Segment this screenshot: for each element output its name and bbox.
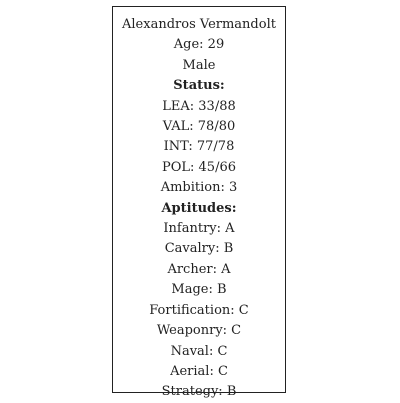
status-pol: POL: 45/66	[161, 159, 236, 175]
aptitude-weaponry: Weaponry: C	[156, 323, 242, 339]
aptitude-aerial: Aerial: C	[170, 363, 228, 379]
aptitude-strategy: Strategy: B	[161, 384, 237, 400]
aptitude-mage: Mage: B	[171, 282, 227, 298]
status-int: INT: 77/78	[163, 139, 235, 155]
status-lea: LEA: 33/88	[162, 98, 236, 114]
aptitude-fortification: Fortification: C	[149, 302, 249, 318]
aptitude-infantry: Infantry: A	[163, 221, 235, 237]
character-gender: Male	[182, 57, 216, 73]
aptitude-archer: Archer: A	[167, 261, 231, 277]
character-card	[112, 6, 286, 400]
aptitude-naval: Naval: C	[170, 343, 228, 359]
status-val: VAL: 78/80	[162, 119, 236, 135]
character-age: Age: 29	[173, 37, 225, 53]
status-heading: Status:	[173, 78, 225, 94]
aptitudes-heading: Aptitudes:	[161, 200, 237, 216]
status-ambition: Ambition: 3	[160, 180, 238, 196]
character-name: Alexandros Vermandolt	[122, 17, 276, 32]
aptitude-cavalry: Cavalry: B	[164, 241, 234, 257]
